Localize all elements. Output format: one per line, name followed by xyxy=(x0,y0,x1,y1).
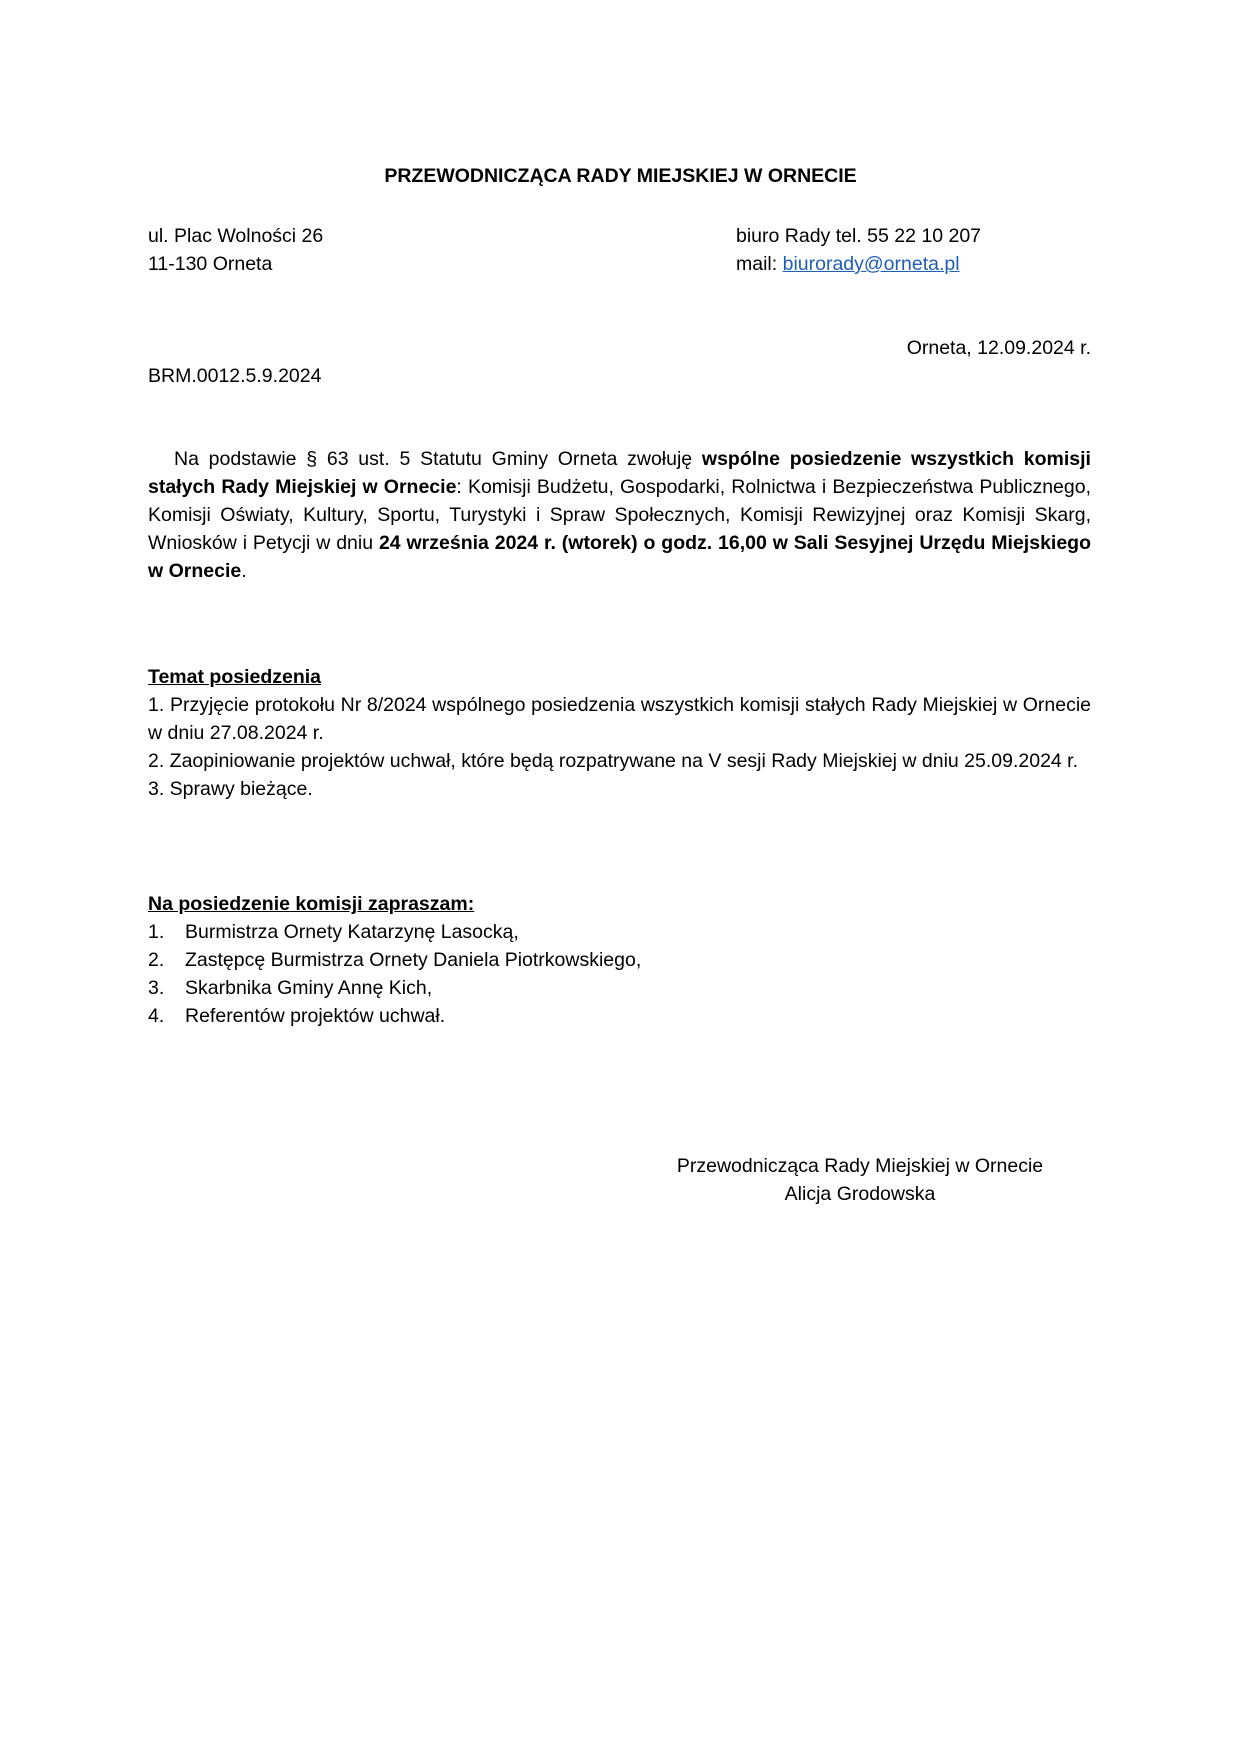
contact-mail-line xyxy=(736,250,981,278)
summons-text-1: Na podstawie § 63 ust. 5 Statutu Gminy Orneta zwołuję xyxy=(174,448,702,470)
address-street: ul. Plac Wolności 26 xyxy=(148,225,324,247)
address-block xyxy=(148,222,323,278)
invites-heading: Na posiedzenie komisji zapraszam: xyxy=(148,893,475,915)
invite-item xyxy=(148,1002,1091,1030)
invite-text: Burmistrza Ornety Katarzynę Lasocką, xyxy=(185,921,519,943)
topic-item: 2. Zaopiniowanie projektów uchwał, które będą rozpatrywane na V sesji Rady Miejskiej w dniu 25.09.2024 r. xyxy=(148,750,1079,772)
place-date: Orneta, 12.09.2024 r. xyxy=(906,337,1091,359)
summons-text-3: . xyxy=(241,560,247,582)
email-link[interactable]: biurorady@orneta.pl xyxy=(782,253,960,275)
invite-text: Referentów projektów uchwał. xyxy=(185,1005,446,1027)
signature-role: Przewodnicząca Rady Miejskiej w Ornecie xyxy=(676,1155,1044,1177)
signature-name: Alicja Grodowska xyxy=(784,1183,936,1205)
invite-number: 3. xyxy=(148,977,165,999)
invite-item xyxy=(148,974,1091,1002)
signature-block xyxy=(620,1152,1100,1208)
invites-section xyxy=(148,890,1091,1030)
reference-number: BRM.0012.5.9.2024 xyxy=(148,365,322,387)
summons-paragraph xyxy=(148,445,1091,585)
summons-text-2: : Komisji Budżetu, Gospodarki, Rolnictwa i Bezpieczeństwa Publicznego, Komisji Oświaty, Kultury, Sportu, Turystyki i Spraw Społecznych, Komisji Rewizyjnej oraz Komisji Skarg, Wniosków i Petycji w dniu xyxy=(148,476,1091,554)
summons-bold-1: wspólne posiedzenie wszystkich komisji stałych Rady Miejskiej w Ornecie xyxy=(148,448,1091,498)
contact-phone: biuro Rady tel. 55 22 10 207 xyxy=(736,225,982,247)
mail-label: mail: xyxy=(736,253,783,275)
invite-number: 1. xyxy=(148,921,165,943)
contact-block xyxy=(736,222,981,278)
summons-bold-2: 24 września 2024 r. (wtorek) o godz. 16,00 w Sali Sesyjnej Urzędu Miejskiego w Ornecie xyxy=(148,532,1091,582)
invite-number: 2. xyxy=(148,949,165,971)
document-title: PRZEWODNICZĄCA RADY MIEJSKIEJ W ORNECIE xyxy=(384,165,857,187)
topic-item: 1. Przyjęcie protokołu Nr 8/2024 wspólnego posiedzenia wszystkich komisji stałych Rady Miejskiej w Ornecie w dniu 27.08.2024 r. xyxy=(148,694,1091,744)
invite-text: Skarbnika Gminy Annę Kich, xyxy=(185,977,433,999)
invite-number: 4. xyxy=(148,1005,165,1027)
topic-item: 3. Sprawy bieżące. xyxy=(148,778,313,800)
topics-heading: Temat posiedzenia xyxy=(148,666,322,688)
invite-item xyxy=(148,918,1091,946)
address-city: 11-130 Orneta xyxy=(148,253,273,275)
topics-section xyxy=(148,663,1091,803)
invite-text: Zastępcę Burmistrza Ornety Daniela Piotrkowskiego, xyxy=(185,949,642,971)
invite-item xyxy=(148,946,1091,974)
